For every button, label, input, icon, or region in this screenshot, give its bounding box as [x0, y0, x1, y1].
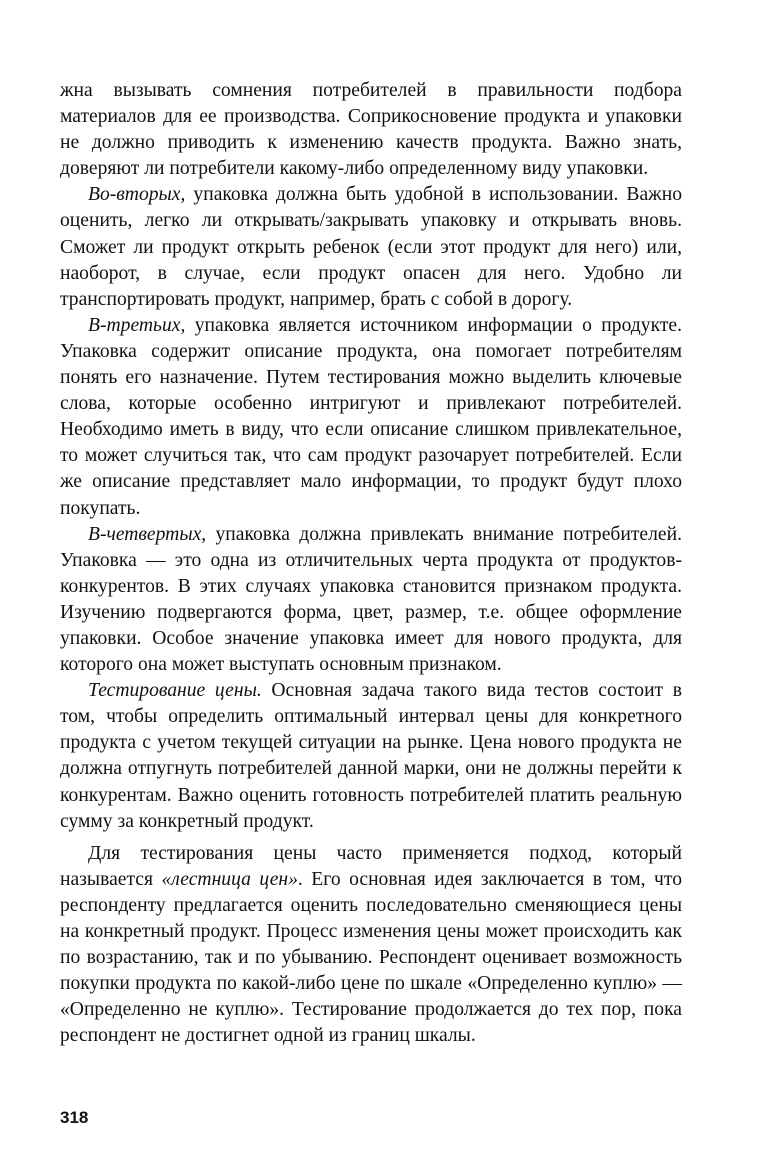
paragraph-lead: Тестирование цены.	[88, 680, 262, 702]
paragraph-price-ladder	[60, 841, 682, 1050]
paragraph-text-before: Для тестирования цены часто применяется подход, который называется	[60, 842, 682, 890]
paragraph-lead: В-третьих,	[88, 314, 186, 336]
page-body	[60, 78, 682, 1049]
paragraph-price-testing	[60, 678, 682, 835]
page-number: 318	[60, 1108, 89, 1127]
paragraph-packaging-trust	[60, 78, 682, 182]
paragraph-lead: Во-вторых,	[88, 184, 186, 206]
paragraph-emphasis: «лестница цен»	[161, 868, 298, 890]
paragraph-text: упаковка является источником информации о продукте. Упаковка содержит описание продукта, она помогает потребителям понять его назначение. Путем тестирования можно выделить ключевые слова, которые особенно интригуют и привлекают потребителей. Необходимо иметь в виду, что если описание слишком привлекательное, то может случиться так, что сам продукт разочарует потребителей. Если же описание представляет мало информации, то продукт будут плохо покупать.	[60, 314, 682, 519]
paragraph-text: упаковка должна привлекать внимание потребителей. Упаковка — это одна из отличительных черта продукта от продуктов-конкурентов. В этих случаях упаковка становится признаком продукта. Изучению подвергаются форма, цвет, размер, т.е. общее оформление упаковки. Особое значение упаковка имеет для нового продукта, для которого она может выступать основным признаком.	[60, 523, 682, 676]
paragraph-information	[60, 313, 682, 522]
paragraph-text-after: . Его основная идея заключается в том, что респонденту предлагается оценить последовательно сменяющиеся цены на конкретный продукт. Процесс изменения цены может происходить как по возрастанию, так и по убыванию. Респондент оценивает возможность покупки продукта по какой-либо цене по шкале «Определенно куплю» — «Определенно не куплю». Тестирование продолжается до тех пор, пока респондент не достигнет одной из границ шкалы.	[60, 868, 682, 1047]
paragraph-convenience	[60, 182, 682, 312]
paragraph-lead: В-четвертых,	[88, 523, 207, 545]
paragraph-text: жна вызывать сомнения потребителей в правильности подбора материалов для ее производства. Соприкосновение продукта и упаковки не должно приводить к изменению качеств продукта. Важно знать, доверяют ли потребители какому-либо определенному виду упаковки.	[60, 80, 682, 180]
paragraph-attention	[60, 522, 682, 679]
paragraph-text: упаковка должна быть удобной в использовании. Важно оценить, легко ли открывать/закрывать упаковку и открывать вновь. Сможет ли продукт открыть ребенок (если этот продукт для него) или, наоборот, в случае, если продукт опасен для него. Удобно ли транспортировать продукт, например, брать с собой в дорогу.	[60, 184, 682, 310]
paragraph-text: Основная задача такого вида тестов состоит в том, чтобы определить оптимальный интервал цены для конкретного продукта с учетом текущей ситуации на рынке. Цена нового продукта не должна отпугнуть потребителей данной марки, они не должны перейти к конкурентам. Важно оценить готовность потребителей платить реальную сумму за конкретный продукт.	[60, 680, 682, 832]
